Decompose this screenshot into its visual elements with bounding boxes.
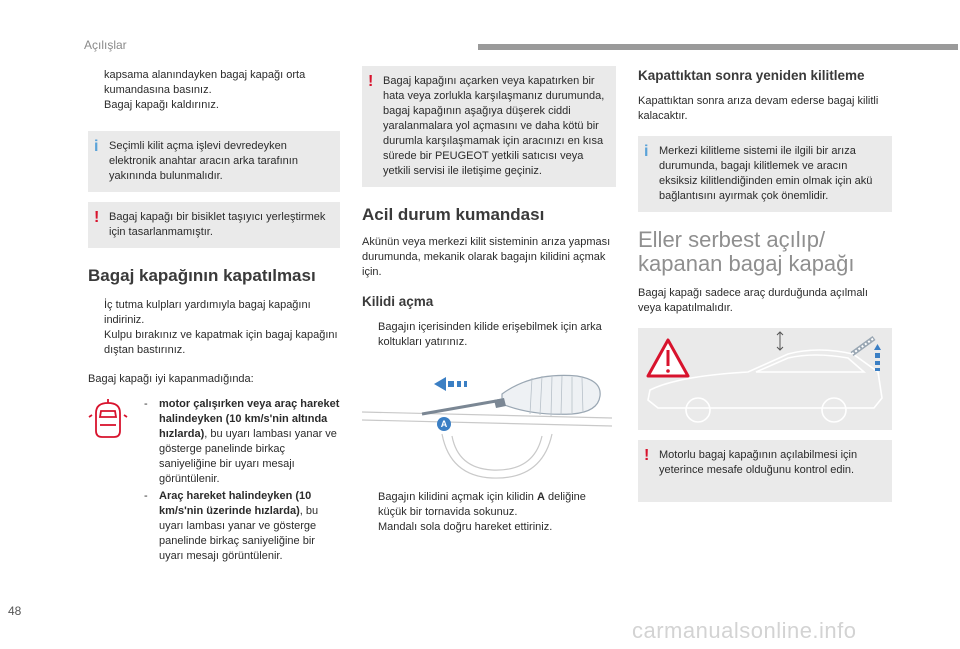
intro-text: Akünün veya merkezi kilit sisteminin arıza yapması durumunda, mekanik olarak bagajın kilidini açmak için. <box>362 236 611 278</box>
bullet-mark <box>362 490 378 520</box>
header-bar <box>478 44 958 50</box>
item2-rest: , bu uyarı lambası yanar ve gösterge panelinde birkaç saniyeliğine bir uyarı mesajı görüntülenir. <box>159 505 319 562</box>
item1-rest: , bu uyarı lambası yanar ve gösterge panelinde birkaç saniyeliğine bir uyarı mesajı görüntülenir. <box>159 428 337 485</box>
section-title: Bagaj kapağının kapatılması <box>88 266 316 285</box>
info-box <box>638 136 892 212</box>
bullet-item <box>362 320 616 350</box>
bullet-text <box>378 490 616 520</box>
item1-bold: motor çalışırken veya araç hareket halindeyken (10 km/s'nin altında hızlarda) <box>159 398 340 440</box>
bullet-item <box>362 520 616 535</box>
bullet-mark <box>362 320 378 350</box>
warning-note: Motorlu bagaj kapağının açılabilmesi için yeterince mesafe olduğunu kontrol edin. <box>659 449 858 476</box>
warning-note: Bagaj kapağını açarken veya kapatırken bir hata veya zorlukla karşılaşmanız durumunda, bagaj kapağının aşağıya düşerek ciddi yaralanmalara yol açmasını ve daha kötü bir durumla karşılaşmamak için aracınızı en kısa sürede bir PEUGEOT yetkili satıcısı veya yetkili servisi ile iletişime geçiniz. <box>383 75 605 177</box>
column-3 <box>638 68 892 502</box>
intro-text-2: Bagaj kapağı sadece araç durduğunda açılmalı veya kapatılmalıdır. <box>638 287 868 314</box>
bullet-lift <box>88 98 340 113</box>
liftgate-warning-lamp-icon <box>88 397 144 566</box>
warning-icon: ! <box>644 447 650 464</box>
bullet-mark <box>88 98 104 113</box>
bullet-item <box>362 490 616 520</box>
dash: - <box>144 398 148 410</box>
warning-box <box>362 66 616 187</box>
sub-title: Kilidi açma <box>362 294 434 309</box>
bullet-item <box>88 298 340 328</box>
column-1 <box>88 68 340 566</box>
dash: - <box>144 490 148 502</box>
bullet-text: Mandalı sola doğru hareket ettiriniz. <box>378 521 553 533</box>
screwdriver-illustration <box>362 364 616 482</box>
label-a: A <box>440 419 448 429</box>
item2-bold: Araç hareket halindeyken (10 km/s'nin üzerinde hızlarda) <box>159 490 312 517</box>
warning-icon: ! <box>94 209 100 226</box>
bullet-mark <box>362 520 378 535</box>
section-title: Acil durum kumandası <box>362 205 545 224</box>
bullet-text: Bagaj kapağı kaldırınız. <box>104 99 219 111</box>
info-icon: i <box>94 138 99 155</box>
warning-triangle-icon <box>648 340 688 376</box>
watermark: carmanualsonline.info <box>632 618 857 643</box>
warning-icon: ! <box>368 73 374 90</box>
page-number: 48 <box>8 604 22 618</box>
bullet-text: Kulpu bırakınız ve kapatmak için bagaj kapağını dıştan bastırınız. <box>104 329 338 356</box>
warning-lamp-list <box>144 397 340 566</box>
car-liftgate-illustration <box>638 328 892 430</box>
bullet-text: Bagajın içerisinden kilide erişebilmek için arka koltukları yatırınız. <box>378 321 602 348</box>
big-title: Eller serbest açılıp/ kapanan bagaj kapağı <box>638 227 855 276</box>
info-icon: i <box>644 143 649 160</box>
info-box <box>88 131 340 192</box>
bullet-text: İç tutma kulpları yardımıyla bagaj kapağını indiriniz. <box>104 299 311 326</box>
intro-text: Kapattıktan sonra arıza devam ederse bagaj kilitli kalacaktır. <box>638 95 879 122</box>
section-title: Kapattıktan sonra yeniden kilitleme <box>638 68 865 83</box>
info-note: Seçimli kilit açma işlevi devredeyken elektronik anahtar aracın arka tarafının yakınında bulunmalıdır. <box>109 140 298 182</box>
warning-box <box>638 440 892 502</box>
bullet-mark <box>88 298 104 328</box>
column-2 <box>362 66 616 535</box>
bullet-2-post: deliğine küçük bir tornavida sokunuz. <box>378 491 586 518</box>
bullet-mark <box>88 328 104 358</box>
continued-text: kapsama alanındayken bagaj kapağı orta kumandasına basınız. <box>104 69 306 96</box>
header-title: Açılışlar <box>84 38 127 52</box>
warning-note: Bagaj kapağı bir bisiklet taşıyıcı yerleştirmek için tasarlanmamıştır. <box>109 211 326 238</box>
warning-lamp-row <box>88 397 340 566</box>
list-item <box>144 397 340 487</box>
bullet-2-pre: Bagajın kilidini açmak için kilidin <box>378 491 537 503</box>
closed-intro: Bagaj kapağı iyi kapanmadığında: <box>88 373 254 385</box>
info-note: Merkezi kilitleme sistemi ile ilgili bir arıza durumunda, bagajı kilitlemek ve aracın eksiksiz kilitlendiğinden emin olmak için akü bağlantısını ayırmak çok önemlidir. <box>659 145 873 202</box>
warning-box <box>88 202 340 248</box>
bullet-item <box>88 328 340 358</box>
bullet-2-bold: A <box>536 491 545 503</box>
list-item <box>144 489 340 564</box>
